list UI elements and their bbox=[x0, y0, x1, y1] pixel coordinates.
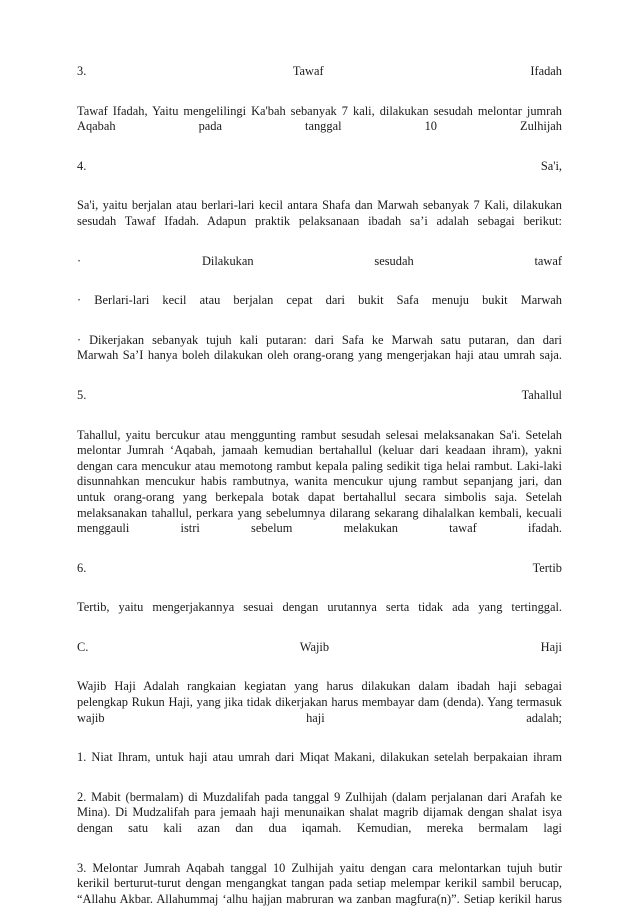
text-line: Tertib, yaitu mengerjakannya sesuai dengan urutannya serta tidak ada yang tertinggal. bbox=[77, 600, 562, 615]
paragraph bbox=[77, 861, 562, 907]
text-line: 5. Tahallul bbox=[77, 387, 562, 402]
paragraph-gap bbox=[77, 135, 562, 159]
text-line: melontar Jumrah ‘Aqabah, jamaah kemudian bertahallul (keluar dari keadaan ihram), yakni bbox=[77, 443, 562, 458]
text-line: Aqabah pada tanggal 10 Zulhijah bbox=[77, 119, 562, 134]
text-line: 3. Melontar Jumrah Aqabah tanggal 10 Zulhijah yaitu dengan cara melontarkan tujuh butir bbox=[77, 860, 562, 875]
text-line: untuk orang-orang yang berkepala botak dapat bertahallul secara simbolis saja. Setelah bbox=[77, 489, 562, 504]
text-line: 2. Mabit (bermalam) di Muzdalifah pada tanggal 9 Zulhijah (dalam perjalanan dari Arafah ke bbox=[77, 789, 562, 804]
text-line: C. Wajib Haji bbox=[77, 639, 562, 654]
text-line: kerikil berturut-turut dengan mengangkat tangan pada setiap melempar kerikil sambil berucap, bbox=[77, 876, 562, 891]
paragraph bbox=[77, 679, 562, 726]
paragraph bbox=[77, 428, 562, 537]
paragraph-gap bbox=[77, 364, 562, 388]
paragraph bbox=[77, 790, 562, 837]
paragraph-gap bbox=[77, 655, 562, 679]
text-line: Wajib Haji Adalah rangkaian kegiatan yang harus dilakukan dalam ibadah haji sebagai bbox=[77, 679, 562, 694]
paragraph-gap bbox=[77, 80, 562, 104]
paragraph bbox=[77, 293, 562, 309]
paragraph bbox=[77, 159, 562, 175]
paragraph bbox=[77, 561, 562, 577]
document-page bbox=[77, 64, 562, 907]
paragraph-gap bbox=[77, 726, 562, 750]
paragraph-gap bbox=[77, 766, 562, 790]
text-line: 6. Tertib bbox=[77, 560, 562, 575]
text-line: 1. Niat Ihram, untuk haji atau umrah dari Miqat Makani, dilakukan setelah berpakaian ihram bbox=[77, 750, 562, 765]
text-line: Tahallul, yaitu bercukur atau menggunting rambut sesudah selesai melaksanakan Sa'i. Setelah bbox=[77, 427, 562, 442]
paragraph-gap bbox=[77, 174, 562, 198]
paragraph-gap bbox=[77, 309, 562, 333]
paragraph-gap bbox=[77, 616, 562, 640]
text-line: disunnahkan mencukur habis rambutnya, wanita mencukur ujung rambut sepanjang jari, dan bbox=[77, 474, 562, 489]
paragraph-gap bbox=[77, 576, 562, 600]
paragraph-gap bbox=[77, 837, 562, 861]
text-line: Mina). Di Mudzalifah para jemaah haji menunaikan shalat magrib dijamak dengan shalat isya bbox=[77, 805, 562, 820]
paragraph bbox=[77, 254, 562, 270]
text-line: · Dikerjakan sebanyak tujuh kali putaran: dari Safa ke Marwah satu putaran, dan dari bbox=[77, 332, 562, 347]
paragraph bbox=[77, 333, 562, 364]
paragraph-gap bbox=[77, 269, 562, 293]
text-line: dengan cara mencukur atau memotong rambut kepala paling sedikit tiga helai rambut. Laki-laki bbox=[77, 458, 562, 473]
text-line: · Berlari-lari kecil atau berjalan cepat dari bukit Safa menuju bukit Marwah bbox=[77, 293, 562, 308]
text-line: Tawaf Ifadah, Yaitu mengelilingi Ka'bah sebanyak 7 kali, dilakukan sesudah melontar jumrah bbox=[77, 103, 562, 118]
text-line: 4. Sa'i, bbox=[77, 158, 562, 173]
text-line: Marwah Sa’I hanya boleh dilakukan oleh orang-orang yang mengerjakan haji atau umrah saja. bbox=[77, 348, 562, 363]
text-line: dengan satu kali azan dan dua iqamah. Kemudian, mereka bermalam lagi bbox=[77, 821, 562, 836]
paragraph-gap bbox=[77, 404, 562, 428]
text-line: menggauli istri sebelum melakukan tawaf ifadah. bbox=[77, 521, 562, 536]
paragraph bbox=[77, 104, 562, 135]
text-line: sesudah Tawaf Ifadah. Adapun praktik pelaksanaan ibadah sa’i adalah sebagai berikut: bbox=[77, 213, 562, 228]
paragraph bbox=[77, 600, 562, 616]
text-line: 3. Tawaf Ifadah bbox=[77, 64, 562, 78]
paragraph bbox=[77, 388, 562, 404]
text-line: Sa'i, yaitu berjalan atau berlari-lari kecil antara Shafa dan Marwah sebanyak 7 Kali, dilakukan bbox=[77, 198, 562, 213]
paragraph bbox=[77, 640, 562, 656]
paragraph bbox=[77, 750, 562, 766]
text-line: “Allahu Akbar. Allahummaj ‘alhu hajjan mabruran wa zanban magfura(n)”. Setiap kerikil harus bbox=[77, 891, 562, 906]
text-line: pelengkap Rukun Haji, yang jika tidak dikerjakan harus membayar dam (denda). Yang termasuk bbox=[77, 695, 562, 710]
paragraph-gap bbox=[77, 537, 562, 561]
paragraph bbox=[77, 198, 562, 229]
text-line: melaksanakan tahallul, perkara yang sebelumnya dilarang sekarang dihalalkan kembali, kecuali bbox=[77, 505, 562, 520]
paragraph-gap bbox=[77, 230, 562, 254]
paragraph bbox=[77, 64, 562, 80]
text-line: · Dilakukan sesudah tawaf bbox=[77, 253, 562, 268]
text-line: wajib haji adalah; bbox=[77, 710, 562, 725]
